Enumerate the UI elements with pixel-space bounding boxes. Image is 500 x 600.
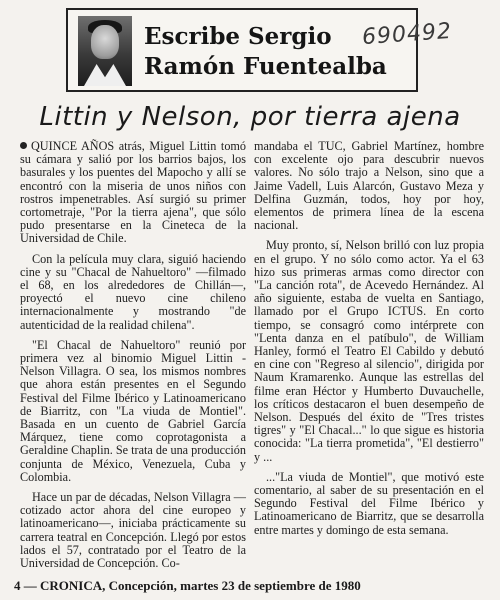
paragraph: ..."La viuda de Montiel", que motivó este comentario, al saber de su presentación en el Segundo Festival del Filme Ibérico y Latinoamericano de Biarritz, que se desarrolla entre martes y domingo de esta semana.: [254, 469, 484, 537]
author-face: [91, 25, 119, 59]
byline-box: [66, 8, 418, 92]
byline-text: [144, 22, 387, 82]
paragraph: Con la película muy clara, siguió haciendo cine y su "Chacal de Nahueltoro" —filmado el 68, en los alrededores de Chillán—, proyectó el nuevo cine chileno internacionalmente y mostrando "de autenticidad de la realidad chilena".: [20, 251, 246, 332]
byline-line-2: Ramón Fuentealba: [144, 53, 387, 80]
left-column: [20, 140, 246, 570]
author-photo: [78, 16, 132, 86]
paragraph: [20, 140, 246, 246]
archive-number: 690492: [361, 18, 453, 51]
headline: Littin y Nelson, por tierra ajena: [39, 102, 461, 132]
author-collar: [84, 64, 126, 86]
byline-line-1: Escribe Sergio: [144, 23, 332, 50]
page-footer: 4 — CRONICA, Concepción, martes 23 de septiembre de 1980: [14, 578, 361, 593]
paragraph-text: QUINCE AÑOS atrás, Miguel Littin tomó su cámara y salió por los barrios bajos, los basurales y los puentes del Mapocho y allí se encontró con la miseria de unos niños con rostros impenetrables. Así surgió su primer cortometraje, "Por la tierra ajena", que sólo pudo presentarse en la Cineteca de la Universidad de Chile.: [20, 139, 246, 246]
paragraph: Hace un par de décadas, Nelson Villagra —cotizado actor ahora del cine europeo y latinoamericano—, iniciaba prácticamente su carrera teatral en Concepción. Llegó por estos lados el 57, contratado por el Teatro de la Universidad de Concepción. Co-: [20, 490, 246, 571]
bullet-icon: [20, 142, 27, 149]
paragraph: mandaba el TUC, Gabriel Martínez, hombre con excelente ojo para descubrir nuevos valores. No sólo trajo a Nelson, sino que a Jaime Vadell, Luis Alarcón, Gustavo Meza y Delfina Guzmán, todos, hoy por hoy, elementos de primera línea de la escena nacional.: [254, 139, 484, 233]
paragraph: "El Chacal de Nahueltoro" reunió por primera vez al binomio Miguel Littin - Nelson Villagra. O sea, los mismos nombres que ahora están presentes en el Segundo Festival del Filme Ibérico y Latinoamericano de Biarritz, con "La viuda de Montiel". Basada en un cuento de Gabriel García Márquez, tiene como coprotagonista a Geraldine Chaplin. Se trata de una producción conjunta de México, Venezuela, Cuba y Colombia.: [20, 337, 246, 484]
right-column: [254, 140, 484, 537]
paragraph: Muy pronto, sí, Nelson brilló con luz propia en el grupo. Y no sólo como actor. Ya el 63 hizo sus primeras armas como director con "La canción rota", de Acevedo Hernández. Al año siguiente, estaba de vuelta en Santiago, llamado por el Grupo ICTUS. En corto tiempo, se consagró como intérprete con "Lenta danza en el patíbulo", de William Hanley, formó el Teatro El Cabildo y debutó en cine con "Regreso al silencio", dirigida por Naum Kramarenko. Aunque las estrellas del filme eran Héctor y Humberto Duvauchelle, los críticos destacaron el buen desempeño de Nelson. Después del éxito de "Tres tristes tigres" y "El Chacal..." lo que sigue es historia conocida: "La tierra prometida", "El destierro" y ...: [254, 238, 484, 464]
